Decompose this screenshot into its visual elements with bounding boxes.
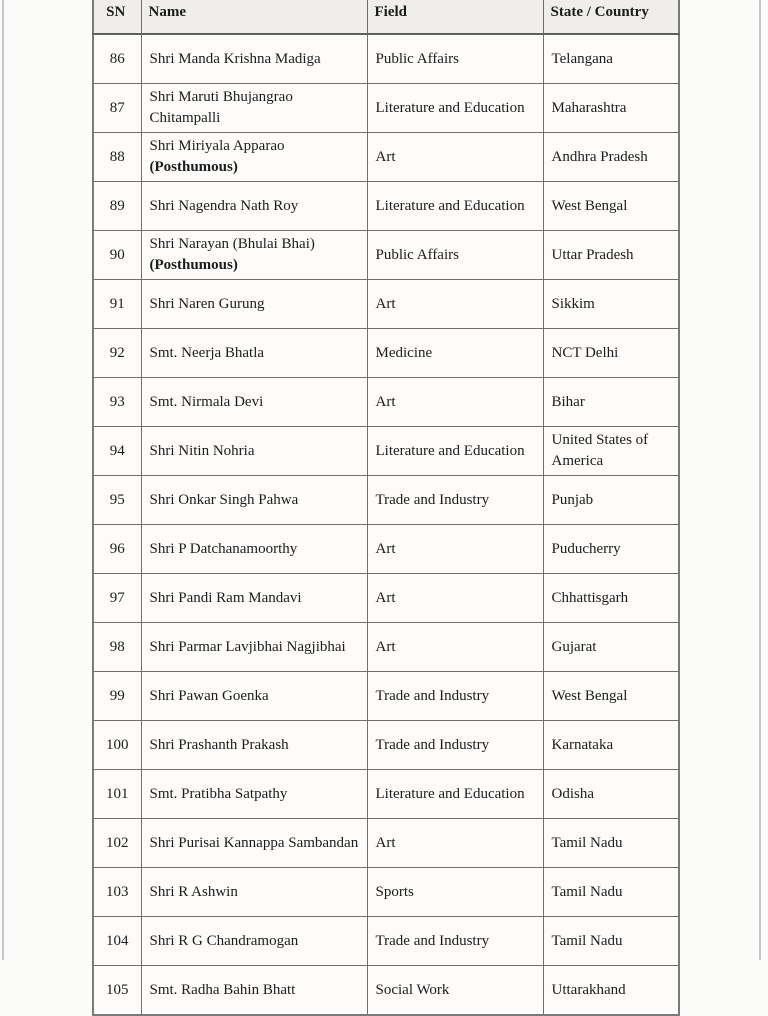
sn-cell: 96 <box>93 525 141 574</box>
state-cell: Bihar <box>543 378 679 427</box>
state-cell: Odisha <box>543 770 679 819</box>
table-row <box>93 133 679 182</box>
table-row <box>93 966 679 1016</box>
name-cell: Shri Maruti Bhujangrao Chitampalli <box>141 84 367 133</box>
header-sn: SN <box>93 0 141 34</box>
name-cell: Shri Manda Krishna Madiga <box>141 34 367 84</box>
state-cell: West Bengal <box>543 672 679 721</box>
field-cell: Social Work <box>367 966 543 1016</box>
table-row <box>93 329 679 378</box>
name-cell: Shri Miriyala Apparao (Posthumous) <box>141 133 367 182</box>
state-cell: West Bengal <box>543 182 679 231</box>
table-row <box>93 84 679 133</box>
name-cell: Shri P Datchanamoorthy <box>141 525 367 574</box>
sn-cell: 92 <box>93 329 141 378</box>
sn-cell: 93 <box>93 378 141 427</box>
sn-cell: 99 <box>93 672 141 721</box>
field-cell: Literature and Education <box>367 84 543 133</box>
name-cell: Shri Naren Gurung <box>141 280 367 329</box>
state-cell: Tamil Nadu <box>543 819 679 868</box>
state-cell: Telangana <box>543 34 679 84</box>
state-cell: Uttarakhand <box>543 966 679 1016</box>
sn-cell: 94 <box>93 427 141 476</box>
name-cell: Shri Pandi Ram Mandavi <box>141 574 367 623</box>
name-cell: Shri Narayan (Bhulai Bhai) (Posthumous) <box>141 231 367 280</box>
name-cell: Shri Purisai Kannappa Sambandan <box>141 819 367 868</box>
awardees-table <box>92 0 680 1016</box>
field-cell: Public Affairs <box>367 231 543 280</box>
field-cell: Art <box>367 525 543 574</box>
field-cell: Literature and Education <box>367 427 543 476</box>
table-row <box>93 672 679 721</box>
sn-cell: 91 <box>93 280 141 329</box>
state-cell: Tamil Nadu <box>543 917 679 966</box>
header-state: State / Country <box>543 0 679 34</box>
name-cell: Shri Parmar Lavjibhai Nagjibhai <box>141 623 367 672</box>
state-cell: Maharashtra <box>543 84 679 133</box>
sn-cell: 102 <box>93 819 141 868</box>
sn-cell: 105 <box>93 966 141 1016</box>
table-row <box>93 231 679 280</box>
state-cell: Tamil Nadu <box>543 868 679 917</box>
field-cell: Art <box>367 280 543 329</box>
state-cell: Uttar Pradesh <box>543 231 679 280</box>
sn-cell: 101 <box>93 770 141 819</box>
state-cell: Gujarat <box>543 623 679 672</box>
table-row <box>93 623 679 672</box>
posthumous-label: (Posthumous) <box>149 257 238 273</box>
field-cell: Art <box>367 574 543 623</box>
header-row <box>93 0 679 34</box>
sn-cell: 103 <box>93 868 141 917</box>
posthumous-label: (Posthumous) <box>149 159 238 175</box>
table-row <box>93 721 679 770</box>
table-row <box>93 917 679 966</box>
state-cell: Punjab <box>543 476 679 525</box>
name-cell: Smt. Radha Bahin Bhatt <box>141 966 367 1016</box>
sn-cell: 90 <box>93 231 141 280</box>
field-cell: Sports <box>367 868 543 917</box>
table-row <box>93 182 679 231</box>
field-cell: Art <box>367 378 543 427</box>
sn-cell: 100 <box>93 721 141 770</box>
table-row <box>93 819 679 868</box>
state-cell: Karnataka <box>543 721 679 770</box>
name-cell: Shri R G Chandramogan <box>141 917 367 966</box>
sn-cell: 86 <box>93 34 141 84</box>
name-cell: Shri Nagendra Nath Roy <box>141 182 367 231</box>
sn-cell: 89 <box>93 182 141 231</box>
header-name: Name <box>141 0 367 34</box>
table-row <box>93 868 679 917</box>
header-field: Field <box>367 0 543 34</box>
state-cell: Andhra Pradesh <box>543 133 679 182</box>
table-row <box>93 427 679 476</box>
sn-cell: 88 <box>93 133 141 182</box>
table-row <box>93 770 679 819</box>
field-cell: Literature and Education <box>367 770 543 819</box>
name-cell: Smt. Pratibha Satpathy <box>141 770 367 819</box>
document-table-region <box>92 0 680 1016</box>
table-row <box>93 574 679 623</box>
field-cell: Art <box>367 819 543 868</box>
name-cell: Smt. Nirmala Devi <box>141 378 367 427</box>
sn-cell: 95 <box>93 476 141 525</box>
sn-cell: 97 <box>93 574 141 623</box>
table-row <box>93 34 679 84</box>
field-cell: Art <box>367 133 543 182</box>
table-row <box>93 525 679 574</box>
state-cell: Chhattisgarh <box>543 574 679 623</box>
table-row <box>93 280 679 329</box>
field-cell: Trade and Industry <box>367 721 543 770</box>
field-cell: Literature and Education <box>367 182 543 231</box>
field-cell: Trade and Industry <box>367 476 543 525</box>
sn-cell: 87 <box>93 84 141 133</box>
page-left-edge <box>2 0 4 960</box>
name-cell: Shri Nitin Nohria <box>141 427 367 476</box>
name-cell: Shri Prashanth Prakash <box>141 721 367 770</box>
name-cell: Smt. Neerja Bhatla <box>141 329 367 378</box>
name-cell: Shri R Ashwin <box>141 868 367 917</box>
field-cell: Art <box>367 623 543 672</box>
name-cell: Shri Onkar Singh Pahwa <box>141 476 367 525</box>
field-cell: Trade and Industry <box>367 672 543 721</box>
page-right-edge <box>759 0 761 960</box>
sn-cell: 98 <box>93 623 141 672</box>
state-cell: NCT Delhi <box>543 329 679 378</box>
table-row <box>93 378 679 427</box>
name-cell: Shri Pawan Goenka <box>141 672 367 721</box>
field-cell: Public Affairs <box>367 34 543 84</box>
field-cell: Trade and Industry <box>367 917 543 966</box>
field-cell: Medicine <box>367 329 543 378</box>
state-cell: United States of America <box>543 427 679 476</box>
state-cell: Sikkim <box>543 280 679 329</box>
sn-cell: 104 <box>93 917 141 966</box>
table-row <box>93 476 679 525</box>
state-cell: Puducherry <box>543 525 679 574</box>
